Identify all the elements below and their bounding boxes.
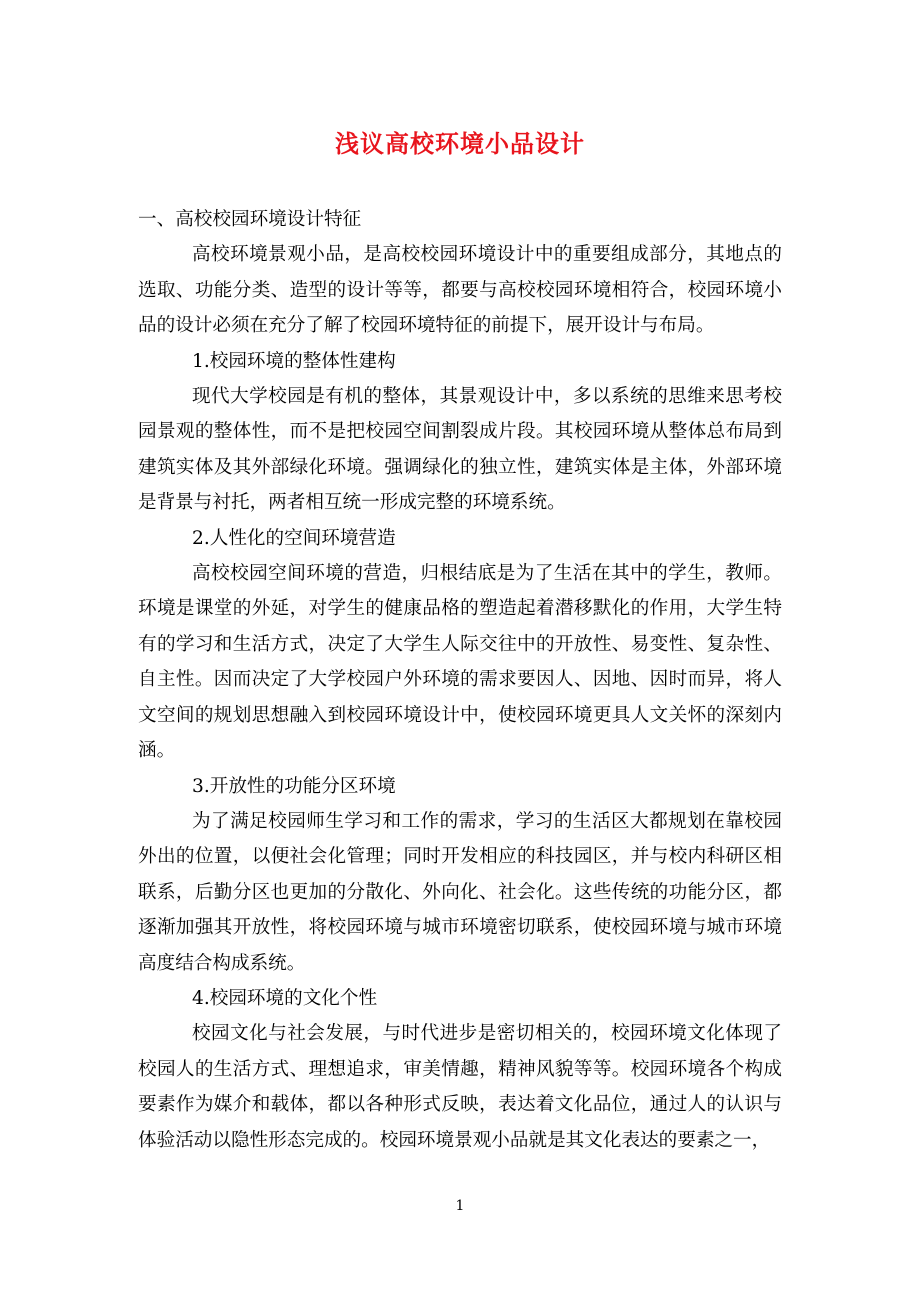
document-body <box>138 202 782 1158</box>
subsection-paragraph-2: 高校校园空间环境的营造，归根结底是为了生活在其中的学生，教师。环境是课堂的外延，对学生的健康品格的塑造起着潜移默化的作用，大学生特有的学习和生活方式，决定了大学生人际交往中的开放性、易变性、复杂性、自主性。因而决定了大学校园户外环境的需求要因人、因地、因时而异，将人文空间的规划思想融入到校园环境设计中，使校园环境更具人文关怀的深刻内涵。 <box>138 563 782 762</box>
subsection-paragraph-4: 校园文化与社会发展，与时代进步是密切相关的，校园环境文化体现了校园人的生活方式、理想追求，审美情趣，精神风貌等等。校园环境各个构成要素作为媒介和载体，都以各种形式反映，表达着文化品位，通过人的认识与体验活动以隐性形态完成的。校园环境景观小品就是其文化表达的要素之一， <box>138 1023 782 1151</box>
subsection-heading-4: 4.校园环境的文化个性 <box>192 987 378 1009</box>
intro-paragraph: 高校环境景观小品，是高校校园环境设计中的重要组成部分，其地点的选取、功能分类、造型的设计等等，都要与高校校园环境相符合，校园环境小品的设计必须在充分了解了校园环境特征的前提下，展开设计与布局。 <box>138 244 782 337</box>
subsection-paragraph-1: 现代大学校园是有机的整体，其景观设计中，多以系统的思维来思考校园景观的整体性，而不是把校园空间割裂成片段。其校园环境从整体总布局到建筑实体及其外部绿化环境。强调绿化的独立性，建筑实体是主体，外部环境是背景与衬托，两者相互统一形成完整的环境系统。 <box>138 386 782 514</box>
subsection-heading-2: 2.人性化的空间环境营造 <box>192 527 396 549</box>
section-heading: 一、高校校园环境设计特征 <box>138 209 362 230</box>
subsection-paragraph-3: 为了满足校园师生学习和工作的需求，学习的生活区大都规划在靠校园外出的位置，以便社会化管理；同时开发相应的科技园区，并与校内科研区相联系，后勤分区也更加的分散化、外向化、社会化。这些传统的功能分区，都逐渐加强其开放性，将校园环境与城市环境密切联系，使校园环境与城市环境高度结合构成系统。 <box>138 810 782 974</box>
page-number: 1 <box>455 1198 465 1214</box>
document-title: 浅议高校环境小品设计 <box>335 130 585 158</box>
subsection-heading-3: 3.开放性的功能分区环境 <box>192 775 396 797</box>
subsection-heading-1: 1.校园环境的整体性建构 <box>192 350 396 372</box>
